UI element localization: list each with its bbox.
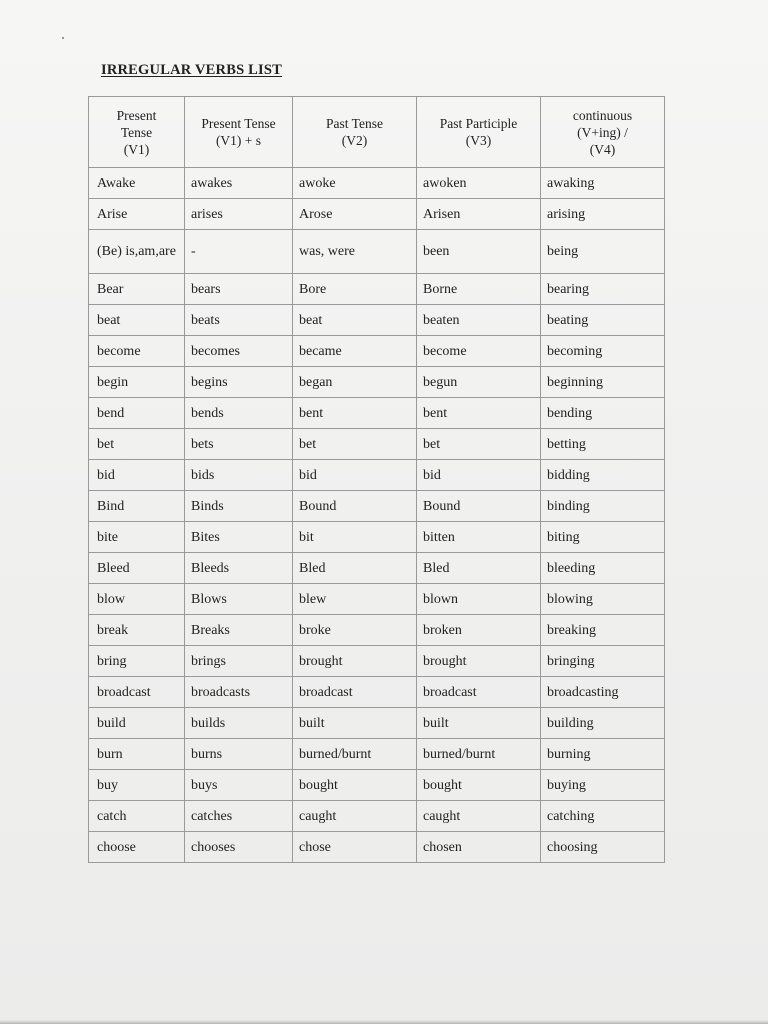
cell-present-s: bids <box>185 460 293 491</box>
table-row <box>89 677 665 708</box>
table-header <box>89 97 665 168</box>
cell-present: burn <box>89 739 185 770</box>
table-row <box>89 522 665 553</box>
cell-present-s: Binds <box>185 491 293 522</box>
cell-past-participle: brought <box>417 646 541 677</box>
cell-present: begin <box>89 367 185 398</box>
cell-past: bit <box>293 522 417 553</box>
cell-continuous: bringing <box>541 646 665 677</box>
cell-past: brought <box>293 646 417 677</box>
cell-past-participle: Arisen <box>417 199 541 230</box>
header-present-tense: Present Tense (V1) <box>89 97 185 168</box>
cell-continuous: bearing <box>541 274 665 305</box>
cell-continuous: beating <box>541 305 665 336</box>
cell-present: Bind <box>89 491 185 522</box>
cell-past-participle: bet <box>417 429 541 460</box>
cell-present-s: - <box>185 230 293 274</box>
header-continuous: continuous (V+ing) / (V4) <box>541 97 665 168</box>
table-row <box>89 398 665 429</box>
cell-continuous: bidding <box>541 460 665 491</box>
table-row <box>89 199 665 230</box>
table-row <box>89 646 665 677</box>
cell-present: (Be) is,am,are <box>89 230 185 274</box>
table-row <box>89 367 665 398</box>
cell-present-s: Bleeds <box>185 553 293 584</box>
cell-past-participle: broken <box>417 615 541 646</box>
cell-continuous: being <box>541 230 665 274</box>
cell-present: Arise <box>89 199 185 230</box>
cell-past: began <box>293 367 417 398</box>
cell-present-s: catches <box>185 801 293 832</box>
table-row <box>89 168 665 199</box>
cell-present: bend <box>89 398 185 429</box>
header-row <box>89 97 665 168</box>
table-row <box>89 801 665 832</box>
cell-past-participle: broadcast <box>417 677 541 708</box>
table-row <box>89 584 665 615</box>
cell-present: bid <box>89 460 185 491</box>
cell-past-participle: Borne <box>417 274 541 305</box>
cell-continuous: awaking <box>541 168 665 199</box>
cell-past-participle: chosen <box>417 832 541 863</box>
cell-continuous: becoming <box>541 336 665 367</box>
cell-present: broadcast <box>89 677 185 708</box>
cell-past: beat <box>293 305 417 336</box>
cell-present: break <box>89 615 185 646</box>
cell-past: bent <box>293 398 417 429</box>
cell-present: bite <box>89 522 185 553</box>
cell-present-s: builds <box>185 708 293 739</box>
cell-present-s: burns <box>185 739 293 770</box>
cell-present: buy <box>89 770 185 801</box>
cell-present-s: buys <box>185 770 293 801</box>
table-row <box>89 336 665 367</box>
page-bottom-edge <box>0 1020 768 1024</box>
header-present-tense-s: Present Tense (V1) + s <box>185 97 293 168</box>
cell-continuous: arising <box>541 199 665 230</box>
cell-continuous: bending <box>541 398 665 429</box>
irregular-verbs-table <box>88 96 665 863</box>
cell-present: bet <box>89 429 185 460</box>
cell-continuous: building <box>541 708 665 739</box>
cell-past-participle: caught <box>417 801 541 832</box>
cell-past-participle: begun <box>417 367 541 398</box>
cell-continuous: buying <box>541 770 665 801</box>
table-row <box>89 429 665 460</box>
cell-past-participle: burned/burnt <box>417 739 541 770</box>
cell-past-participle: awoken <box>417 168 541 199</box>
cell-present: build <box>89 708 185 739</box>
table-row <box>89 708 665 739</box>
cell-past: bought <box>293 770 417 801</box>
cell-past: Bound <box>293 491 417 522</box>
cell-continuous: beginning <box>541 367 665 398</box>
cell-present-s: begins <box>185 367 293 398</box>
cell-past-participle: become <box>417 336 541 367</box>
cell-present-s: Breaks <box>185 615 293 646</box>
header-past-participle: Past Participle (V3) <box>417 97 541 168</box>
cell-past-participle: Bound <box>417 491 541 522</box>
table-row <box>89 491 665 522</box>
cell-present-s: bets <box>185 429 293 460</box>
cell-past-participle: built <box>417 708 541 739</box>
cell-past: burned/burnt <box>293 739 417 770</box>
cell-past-participle: bent <box>417 398 541 429</box>
cell-past: built <box>293 708 417 739</box>
cell-present-s: brings <box>185 646 293 677</box>
cell-present-s: becomes <box>185 336 293 367</box>
document-title: IRREGULAR VERBS LIST <box>101 62 283 78</box>
table-row <box>89 770 665 801</box>
cell-past-participle: bid <box>417 460 541 491</box>
cell-past-participle: beaten <box>417 305 541 336</box>
cell-present: blow <box>89 584 185 615</box>
cell-continuous: bleeding <box>541 553 665 584</box>
cell-past-participle: been <box>417 230 541 274</box>
cell-continuous: biting <box>541 522 665 553</box>
cell-continuous: broadcasting <box>541 677 665 708</box>
cell-present-s: bends <box>185 398 293 429</box>
cell-past: broadcast <box>293 677 417 708</box>
cell-present: become <box>89 336 185 367</box>
table-row <box>89 460 665 491</box>
table-row <box>89 553 665 584</box>
cell-continuous: blowing <box>541 584 665 615</box>
cell-continuous: binding <box>541 491 665 522</box>
cell-past: Bled <box>293 553 417 584</box>
cell-present-s: arises <box>185 199 293 230</box>
cell-present: beat <box>89 305 185 336</box>
table-row <box>89 230 665 274</box>
cell-past: Bore <box>293 274 417 305</box>
cell-past: bid <box>293 460 417 491</box>
table-row <box>89 739 665 770</box>
cell-past: was, were <box>293 230 417 274</box>
cell-past: chose <box>293 832 417 863</box>
cell-present: Bear <box>89 274 185 305</box>
cell-past: Arose <box>293 199 417 230</box>
cell-past-participle: Bled <box>417 553 541 584</box>
table-row <box>89 274 665 305</box>
cell-present: choose <box>89 832 185 863</box>
paper-speck <box>62 37 64 39</box>
cell-present: Bleed <box>89 553 185 584</box>
cell-present-s: bears <box>185 274 293 305</box>
cell-past: bet <box>293 429 417 460</box>
cell-past: broke <box>293 615 417 646</box>
cell-present: Awake <box>89 168 185 199</box>
table-row <box>89 832 665 863</box>
cell-present: catch <box>89 801 185 832</box>
cell-past: blew <box>293 584 417 615</box>
cell-past-participle: blown <box>417 584 541 615</box>
cell-present-s: broadcasts <box>185 677 293 708</box>
cell-present-s: Blows <box>185 584 293 615</box>
cell-continuous: burning <box>541 739 665 770</box>
cell-past: awoke <box>293 168 417 199</box>
table-body <box>89 168 665 863</box>
cell-continuous: breaking <box>541 615 665 646</box>
table-row <box>89 615 665 646</box>
cell-present: bring <box>89 646 185 677</box>
header-past-tense: Past Tense (V2) <box>293 97 417 168</box>
cell-continuous: catching <box>541 801 665 832</box>
cell-continuous: betting <box>541 429 665 460</box>
cell-continuous: choosing <box>541 832 665 863</box>
cell-past: became <box>293 336 417 367</box>
cell-past-participle: bitten <box>417 522 541 553</box>
cell-past-participle: bought <box>417 770 541 801</box>
cell-present-s: chooses <box>185 832 293 863</box>
cell-present-s: Bites <box>185 522 293 553</box>
cell-present-s: awakes <box>185 168 293 199</box>
cell-past: caught <box>293 801 417 832</box>
cell-present-s: beats <box>185 305 293 336</box>
table-row <box>89 305 665 336</box>
